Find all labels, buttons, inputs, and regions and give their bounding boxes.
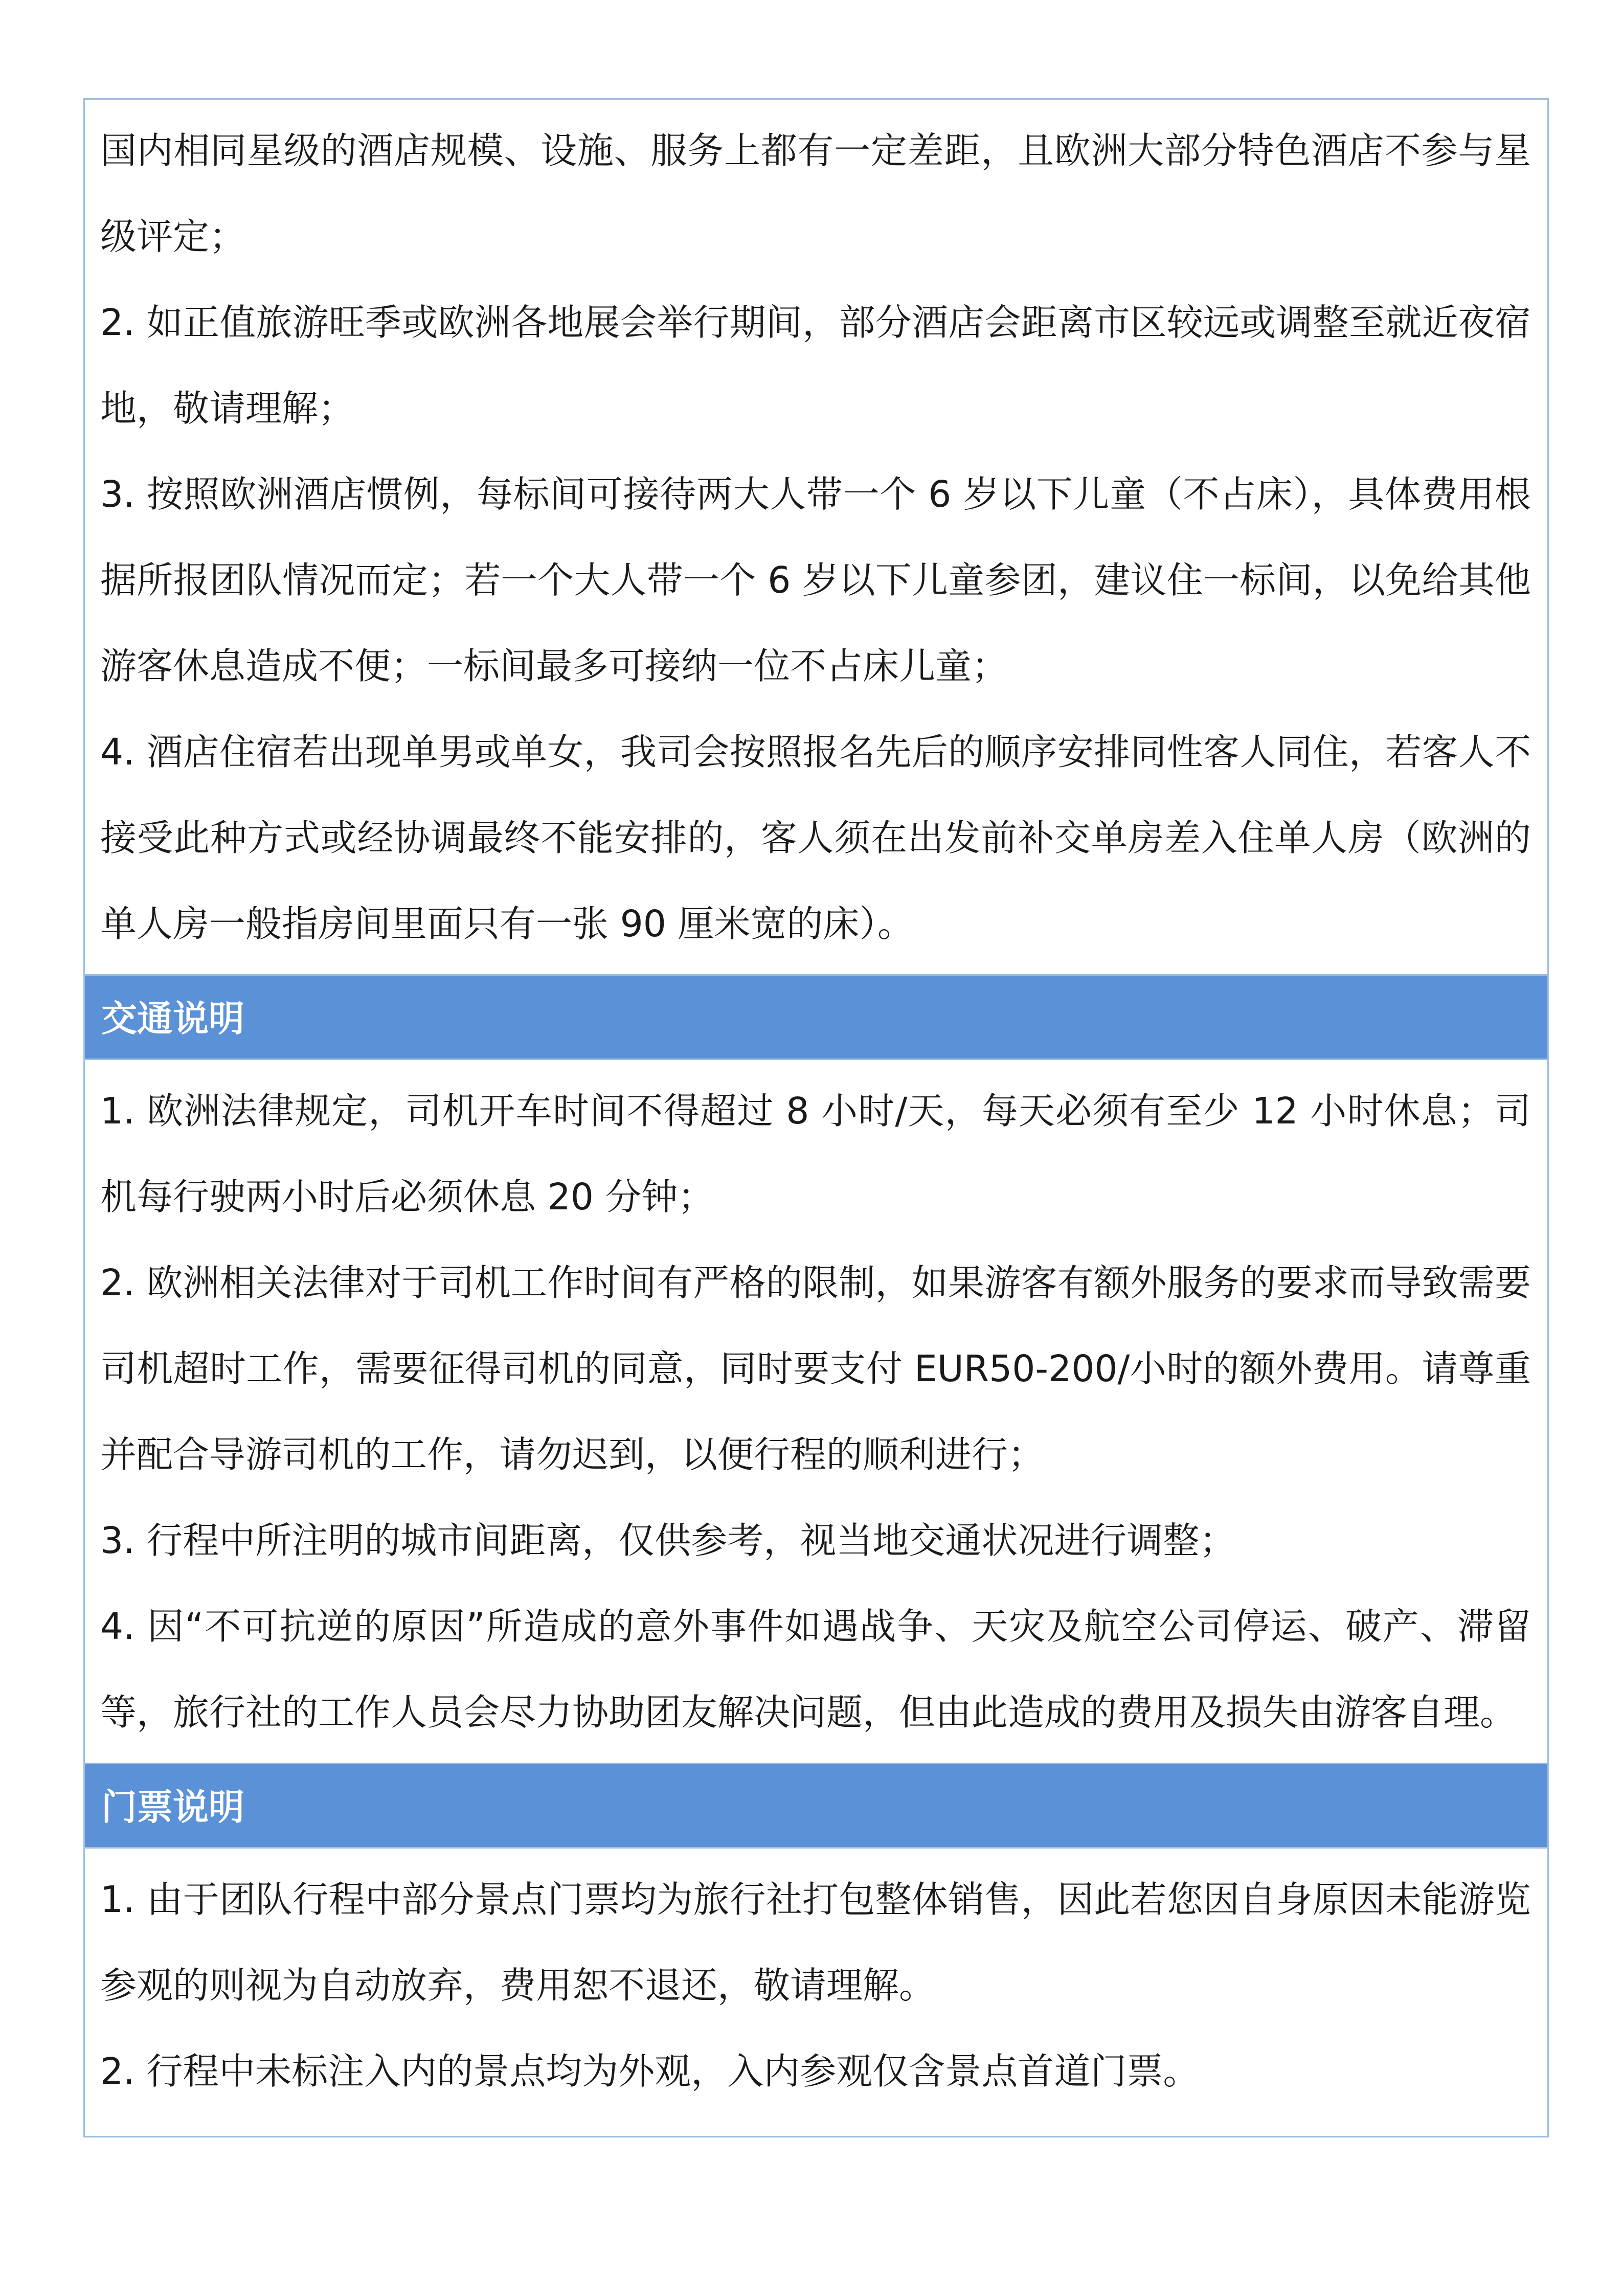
tickets-paragraph: 1. 由于团队行程中部分景点门票均为旅行社打包整体销售，因此若您因自身原因未能游览参观的则视为自动放弃，费用恕不退还，敬请理解。 xyxy=(100,1878,1531,2007)
transport-section-header: 交通说明 xyxy=(85,974,1547,1060)
transport-paragraph: 2. 欧洲相关法律对于司机工作时间有严格的限制，如果游客有额外服务的要求而导致需要司机超时工作，需要征得司机的同意，同时要支付 EUR50-200/小时的额外费用。请尊重并配合导游司机的工作，请勿迟到，以便行程的顺利进行； xyxy=(100,1262,1531,1476)
tickets-section-header: 门票说明 xyxy=(85,1763,1547,1849)
hotel-paragraph: 2. 如正值旅游旺季或欧洲各地展会举行期间，部分酒店会距离市区较远或调整至就近夜宿地，敬请理解； xyxy=(100,301,1531,430)
transport-section-body xyxy=(85,1060,1547,1763)
hotel-section-body xyxy=(85,100,1547,974)
transport-paragraph: 1. 欧洲法律规定，司机开车时间不得超过 8 小时/天，每天必须有至少 12 小时休息；司机每行驶两小时后必须休息 20 分钟； xyxy=(100,1090,1531,1218)
transport-paragraph: 3. 行程中所注明的城市间距离，仅供参考，视当地交通状况进行调整； xyxy=(100,1519,1236,1562)
tickets-section-body xyxy=(85,1849,1547,2122)
tickets-paragraph: 2. 行程中未标注入内的景点均为外观，入内参观仅含景点首道门票。 xyxy=(100,2050,1200,2092)
transport-paragraph: 4. 因“不可抗逆的原因”所造成的意外事件如遇战争、天灾及航空公司停运、破产、滞留等，旅行社的工作人员会尽力协助团友解决问题，但由此造成的费用及损失由游客自理。 xyxy=(100,1605,1531,1734)
hotel-paragraph: 4. 酒店住宿若出现单男或单女，我司会按照报名先后的顺序安排同性客人同住，若客人不接受此种方式或经协调最终不能安排的，客人须在出发前补交单房差入住单人房（欧洲的单人房一般指房间里面只有一张 90 厘米宽的床）。 xyxy=(100,731,1531,945)
hotel-paragraph: 国内相同星级的酒店规模、设施、服务上都有一定差距，且欧洲大部分特色酒店不参与星级评定； xyxy=(100,129,1531,258)
hotel-paragraph: 3. 按照欧洲酒店惯例，每标间可接待两大人带一个 6 岁以下儿童（不占床），具体费用根据所报团队情况而定；若一个大人带一个 6 岁以下儿童参团，建议住一标间，以免给其他游客休息造成不便；一标间最多可接纳一位不占床儿童； xyxy=(100,473,1531,687)
notice-table xyxy=(83,98,1549,2137)
